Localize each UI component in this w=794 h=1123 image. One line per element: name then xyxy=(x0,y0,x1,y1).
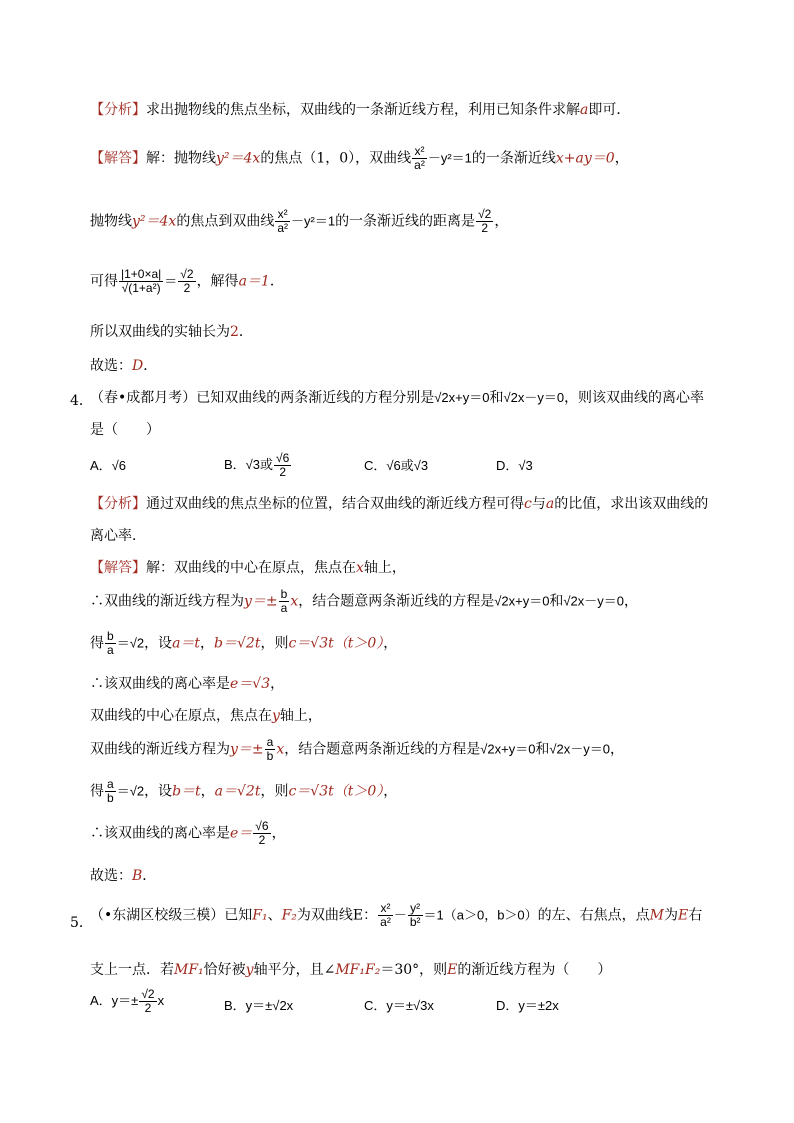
q5-options xyxy=(90,988,710,1024)
q4-answer-line3: 得 $\frac{b}{a}$ ＝√2，设a＝t，b＝√2t，则c＝√3t（t＞0）， xyxy=(90,629,398,657)
q4-options xyxy=(90,452,710,482)
q3-analysis-line: 【分析】求出抛物线的焦点坐标，双曲线的一条渐近线方程，利用已知条件求解a即可． xyxy=(90,102,631,118)
hyperbola-fraction: $\frac{\text{x²}}{\text{a²}}$ xyxy=(414,144,425,172)
q4-analysis-line2: 离心率． xyxy=(90,528,146,544)
q5-stem-line2: 支上一点．若MF₁恰好被y轴平分，且∠MF₁F₂＝30°，则E的渐近线方程为（ ） xyxy=(90,962,612,978)
q5-option-c[interactable]: C．y＝±√3x xyxy=(364,998,434,1013)
q4-answer-line2: ∴双曲线的渐近线方程为y＝± $\frac{b}{a}$ x，结合题意两条渐近线的方程是√2x+y＝0和√2x－y＝0， xyxy=(90,587,639,615)
q5-number: 5． xyxy=(70,915,93,931)
q4-answer-line7: 得 $\frac{a}{b}$ ＝√2，设b＝t，a＝√2t，则c＝√3t（t＞0）， xyxy=(90,777,398,805)
q4-number: 4． xyxy=(70,393,93,409)
q4-answer-line6: 双曲线的渐近线方程为y＝± $\frac{a}{b}$ x，结合题意两条渐近线的方程是√2x+y＝0和√2x－y＝0， xyxy=(90,735,625,763)
q5-stem-line1: （•东湖区校级三模）已知F₁、F₂为双曲线E： $\frac{\text{x²}}{\text{a²}}$ － $\frac{\text{y²}}{\text{b²}}$ ＝1（a＞0，b＞0）的左、右焦点，点M为E右 xyxy=(90,901,703,929)
q4-answer-line4: ∴该双曲线的离心率是e＝√3， xyxy=(90,676,285,692)
q4-option-a[interactable]: A．√6 xyxy=(90,458,127,473)
q4-answer-line1: 【解答】解：双曲线的中心在原点，焦点在x轴上， xyxy=(90,560,406,576)
q4-stem-line2: 是（ ） xyxy=(90,422,160,438)
q5-option-a[interactable]: A．y＝± $\frac{√2}{2}$ x xyxy=(90,987,165,1015)
q4-stem-line1: （春•成都月考）已知双曲线的两条渐近线的方程分别是√2x+y＝0和√2x－y＝0，则该双曲线的离心率 xyxy=(90,390,705,406)
q3-answer-line2: 抛物线y²＝4x的焦点到双曲线 $\frac{\text{x²}}{\text{a²}}$ －y²＝1的一条渐近线的距离是 $\frac{√2}{2}$ ， xyxy=(90,207,509,235)
q4-option-d[interactable]: D．√3 xyxy=(496,458,533,473)
q4-answer-line8: ∴该双曲线的离心率是e＝ $\frac{√6}{2}$ ， xyxy=(90,819,286,847)
answer-tag: 【解答】 xyxy=(90,150,146,167)
q4-option-c[interactable]: C．√6或√3 xyxy=(364,458,429,473)
q3-answer-line4: 所以双曲线的实轴长为2． xyxy=(90,324,253,340)
q5-option-b[interactable]: B．y＝±√2x xyxy=(224,998,294,1013)
q5-option-d[interactable]: D．y＝±2x xyxy=(496,998,559,1013)
q3-answer-line1: 【解答】解：抛物线y²＝4x的焦点（1，0），双曲线 $\frac{\text{x²}}{\text{a²}}$ －y²＝1的一条渐近线x+ay＝0， xyxy=(90,144,629,172)
q3-answer-line5: 故选：D． xyxy=(90,358,158,374)
q4-answer-line9: 故选：B． xyxy=(90,868,157,884)
q4-analysis-line1: 【分析】通过双曲线的焦点坐标的位置，结合双曲线的渐近线方程可得c与a的比值，求出该双曲线的 xyxy=(90,496,709,512)
distance-formula: $\frac{|1+0\times a|}{\text{√(1+a²)}}$ xyxy=(121,267,162,295)
q4-option-b[interactable]: B．√3或 $\frac{√6}{2}$ xyxy=(224,451,290,479)
q3-answer-line3: 可得 $\frac{|1+0\times a|}{\text{√(1+a²)}}$ ＝ $\frac{√2}{2}$ ，解得a＝1． xyxy=(90,267,284,295)
distance-fraction: $\frac{√2}{2}$ xyxy=(478,207,492,235)
analysis-tag: 【分析】 xyxy=(90,102,146,118)
q4-answer-line5: 双曲线的中心在原点，焦点在y轴上， xyxy=(90,708,322,724)
